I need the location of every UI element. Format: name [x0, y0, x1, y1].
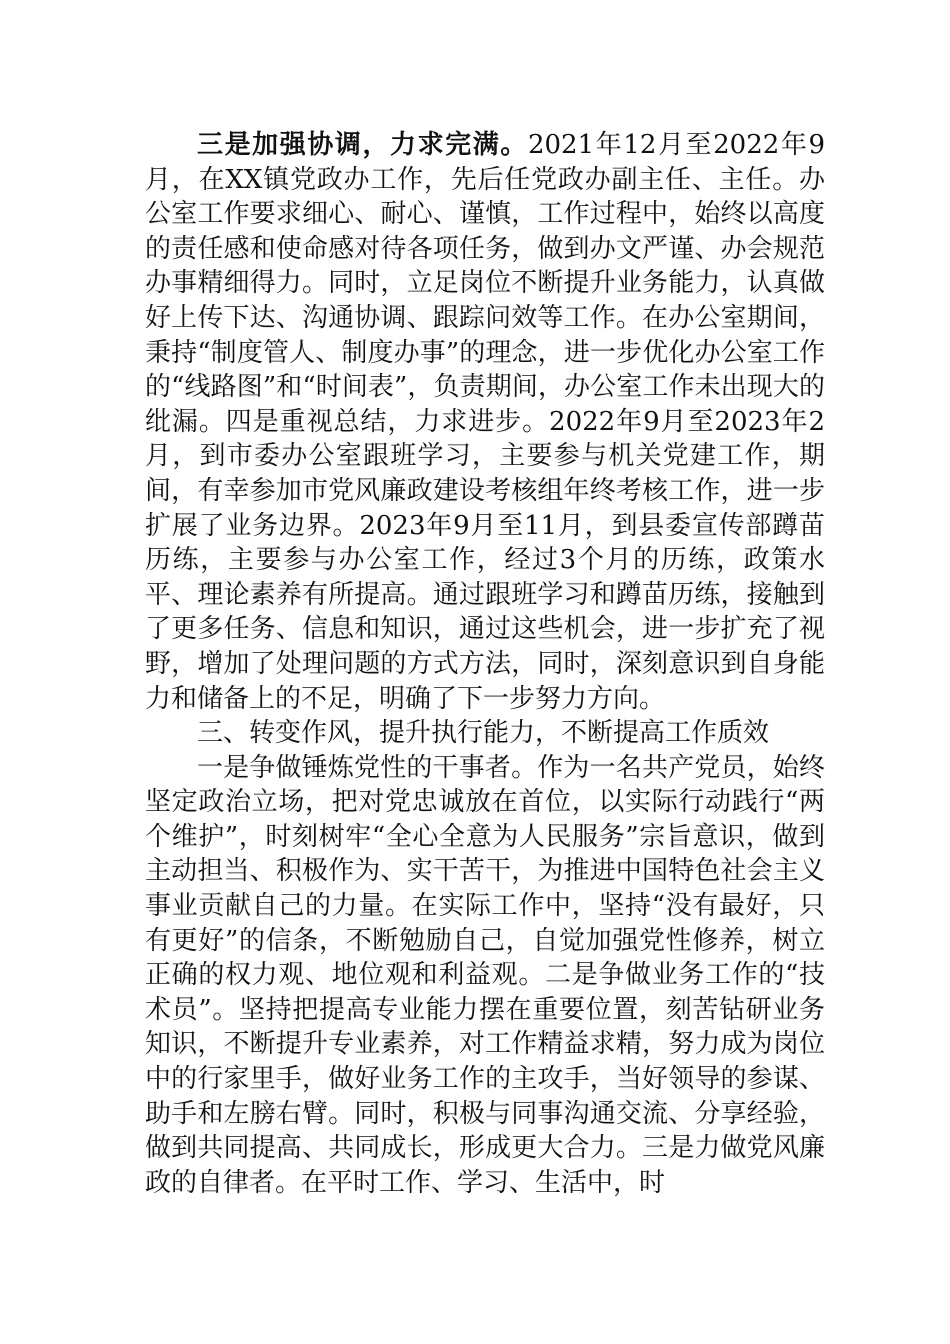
paragraph-body-text: 2021年12月至2022年9月，在XX镇党政办工作，先后任党政办副主任、主任。办公室工作要求细心、耐心、谨慎，工作过程中，始终以高度的责任感和使命感对待各项任务，做到办文严谨、办会规范办事精细得力。同时，立足岗位不断提升业务能力，认真做好上传下达、沟通协调、跟踪问效等工作。在办公室期间，秉持“制度管人、制度办事”的理念，进一步优化办公室工作的“线路图”和“时间表”，负责期间，办公室工作未出现大的纰漏。四是重视总结，力求进步。2022年9月至2023年2月，到市委办公室跟班学习，主要参与机关党建工作，期间，有幸参加市党风廉政建设考核组年终考核工作，进一步扩展了业务边界。2023年9月至11月，到县委宣传部蹲苗历练，主要参与办公室工作，经过3个月的历练，政策水平、理论素养有所提高。通过跟班学习和蹲苗历练，接触到了更多任务、信息和知识，通过这些机会，进一步扩充了视野，增加了处理问题的方式方法，同时，深刻意识到自身能力和储备上的不足，明确了下一步努力方向。: [145, 130, 825, 714]
section-heading: 三、转变作风，提升执行能力，不断提高工作质效: [197, 718, 770, 749]
paragraph-lead-text: 三是加强协调，力求完满。: [197, 130, 528, 160]
paragraph-work-style: 一是争做锤炼党性的干事者。作为一名共产党员，始终坚定政治立场，把对党忠诚放在首位，以实际行动践行“两个维护”，时刻树牢“全心全意为人民服务”宗旨意识，做到主动担当、积极作为、实干苦干，为推进中国特色社会主义事业贡献自己的力量。在实际工作中，坚持“没有最好，只有更好”的信条，不断勉励自己，自觉加强党性修养，树立正确的权力观、地位观和利益观。二是争做业务工作的“技术员”。坚持把提高专业能力摆在重要位置，刻苦钻研业务知识，不断提升专业素养，对工作精益求精，努力成为岗位中的行家里手，做好业务工作的主攻手，当好领导的参谋、助手和左膀右臂。同时，积极与同事沟通交流、分享经验，做到共同提高、共同成长，形成更大合力。三是力做党风廉政的自律者。在平时工作、学习、生活中，时: [145, 752, 825, 1198]
paragraph-coordination: [145, 128, 825, 716]
document-page: [145, 128, 825, 1200]
